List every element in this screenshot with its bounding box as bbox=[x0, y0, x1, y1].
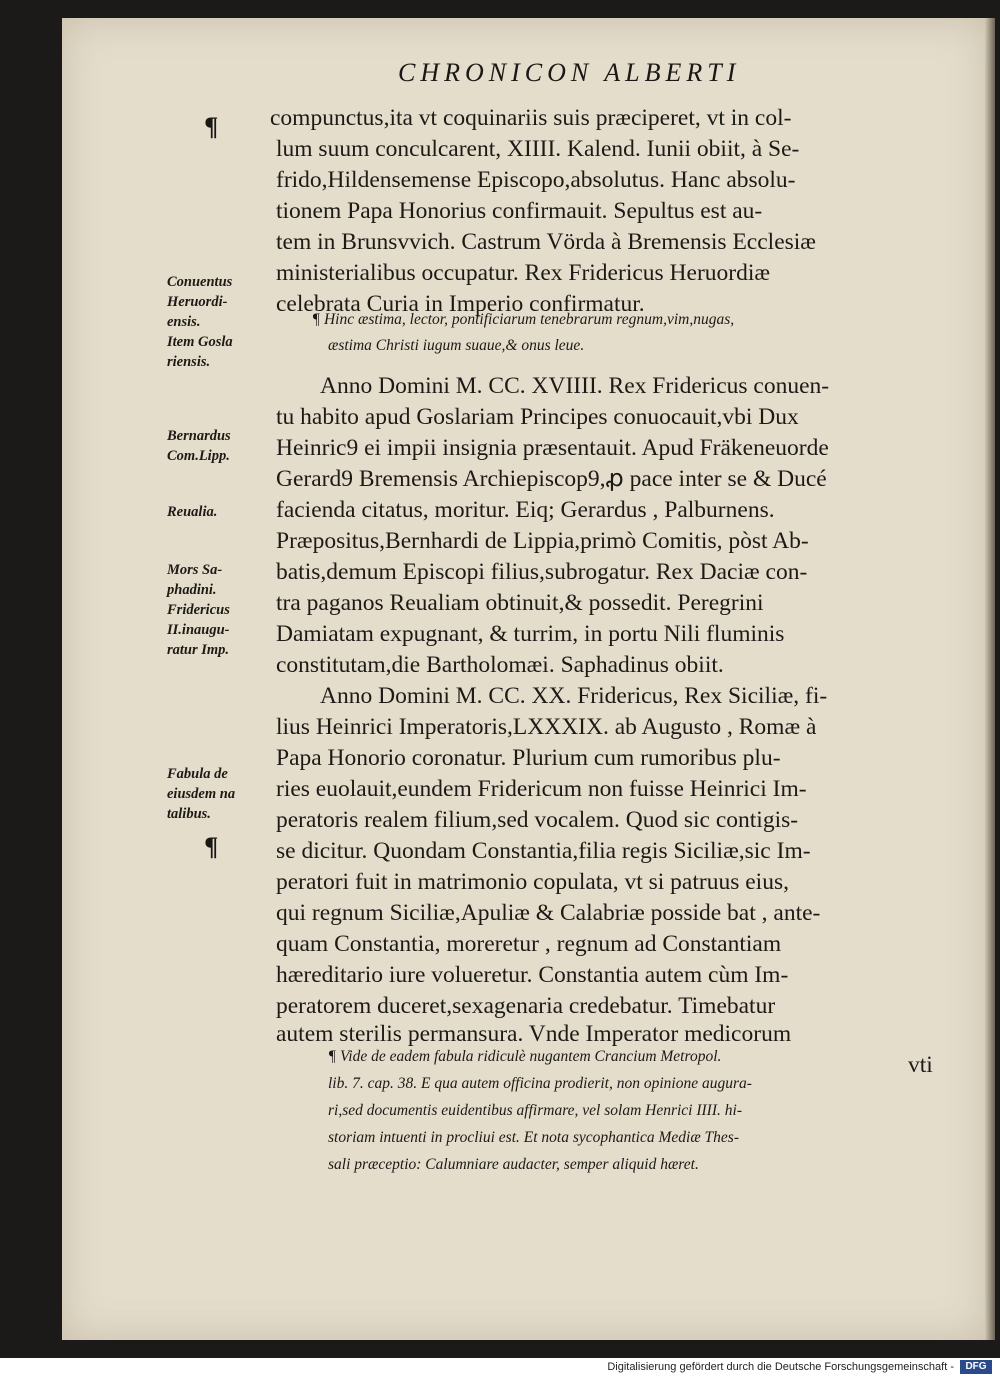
body-line: peratorem duceret,sexagenaria credebatur. Timebatur bbox=[276, 993, 776, 1019]
body-line: facienda citatus, moritur. Eiq; Gerardus , Palburnens. bbox=[276, 497, 775, 523]
body-line: tionem Papa Honorius confirmauit. Sepultus est au- bbox=[276, 198, 763, 224]
body-line: Anno Domini M. CC. XX. Fridericus, Rex Siciliæ, fi- bbox=[320, 683, 828, 709]
funding-notice: Digitalisierung gefördert durch die Deutsche Forschungsgemeinschaft - bbox=[607, 1361, 954, 1373]
footnote-line: storiam intuenti in procliui est. Et nota sycophantica Mediæ Thes- bbox=[328, 1129, 739, 1146]
body-line: compunctus,ita vt coquinariis suis præciperet, vt in col- bbox=[270, 105, 792, 131]
body-line: Gerard9 Bremensis Archiepiscop9,ꝓ pace inter se & Ducé bbox=[276, 466, 827, 492]
body-line: peratoris realem filium,sed vocalem. Quod sic contigis- bbox=[276, 807, 799, 833]
body-line: celebrata Curia in Imperio confirmatur. bbox=[276, 291, 645, 317]
body-line: Heinric9 ei impii insignia præsentauit. Apud Fräkeneuorde bbox=[276, 435, 829, 461]
body-line: ries euolauit,eundem Fridericum non fuisse Heinrici Im- bbox=[276, 776, 807, 802]
body-line: lum suum conculcarent, XIIII. Kalend. Iunii obiit, à Se- bbox=[276, 136, 800, 162]
running-head: CHRONICON ALBERTI bbox=[398, 58, 741, 87]
margin-note-conuentus: Conuentus Heruordi- ensis. Item Gosla riensis. bbox=[167, 274, 233, 370]
body-line: frido,Hildensemense Episcopo,absolutus. Hanc absolu- bbox=[276, 167, 796, 193]
body-line: Anno Domini M. CC. XVIIII. Rex Fridericus conuen- bbox=[320, 373, 830, 399]
paragraph-mark: ¶ bbox=[205, 832, 218, 861]
body-line: qui regnum Siciliæ,Apuliæ & Calabriæ posside bat , ante- bbox=[276, 900, 821, 926]
inline-note-line: ¶ Hinc æstima, lector, pontificiarum tenebrarum regnum,vim,nugas, bbox=[312, 311, 735, 328]
page-edge bbox=[985, 18, 995, 1340]
body-line: batis,demum Episcopi filius,subrogatur. Rex Daciæ con- bbox=[276, 559, 808, 585]
inline-note-line: æstima Christi iugum suaue,& onus leue. bbox=[328, 337, 585, 354]
body-line: tem in Brunsvvich. Castrum Vörda à Bremensis Ecclesiæ bbox=[276, 229, 816, 255]
footnote-line: sali præceptio: Calumniare audacter, semper aliquid hæret. bbox=[328, 1156, 699, 1173]
body-line: se dicitur. Quondam Constantia,filia regis Siciliæ,sic Im- bbox=[276, 838, 811, 864]
body-line: constitutam,die Bartholomæi. Saphadinus obiit. bbox=[276, 652, 724, 678]
margin-note-fabula: Fabula de eiusdem na talibus. bbox=[167, 766, 236, 822]
paragraph-mark: ¶ bbox=[205, 112, 218, 141]
body-line: ministerialibus occupatur. Rex Fridericus Heruordiæ bbox=[276, 260, 771, 286]
dfg-logo-icon: DFG bbox=[960, 1360, 992, 1374]
body-line: lius Heinrici Imperatoris,LXXXIX. ab Augusto , Romæ à bbox=[276, 714, 817, 740]
body-line: Damiatam expugnant, & turrim, in portu Nili fluminis bbox=[276, 621, 785, 647]
body-line: Papa Honorio coronatur. Plurium cum rumoribus plu- bbox=[276, 745, 781, 771]
footnote-line: lib. 7. cap. 38. E qua autem officina prodierit, non opinione augura- bbox=[328, 1075, 752, 1092]
catchword: vti bbox=[908, 1052, 933, 1078]
margin-note-mors-saphadini: Mors Sa- phadini. Fridericus II.inaugu- ratur Imp. bbox=[167, 562, 230, 658]
margin-note-bernardus: Bernardus Com.Lipp. bbox=[167, 428, 231, 464]
body-line: autem sterilis permansura. Vnde Imperator medicorum bbox=[276, 1021, 792, 1047]
body-line: quam Constantia, moreretur , regnum ad Constantiam bbox=[276, 931, 782, 957]
body-line: tra paganos Reualiam obtinuit,& possedit. Peregrini bbox=[276, 590, 764, 616]
margin-note-reualia: Reualia. bbox=[167, 504, 218, 520]
body-line: peratori fuit in matrimonio copulata, vt si patruus eius, bbox=[276, 869, 789, 895]
footnote-line: ¶ Vide de eadem fabula ridiculè nugantem Crancium Metropol. bbox=[328, 1048, 722, 1065]
body-line: Præpositus,Bernhardi de Lippia,primò Comitis, pòst Ab- bbox=[276, 528, 809, 554]
body-line: hæreditario iure volueretur. Constantia autem cùm Im- bbox=[276, 962, 789, 988]
footnote-line: ri,sed documentis euidentibus affirmare, vel solam Henrici IIII. hi- bbox=[328, 1102, 742, 1119]
body-line: tu habito apud Goslariam Principes conuocauit,vbi Dux bbox=[276, 404, 799, 430]
